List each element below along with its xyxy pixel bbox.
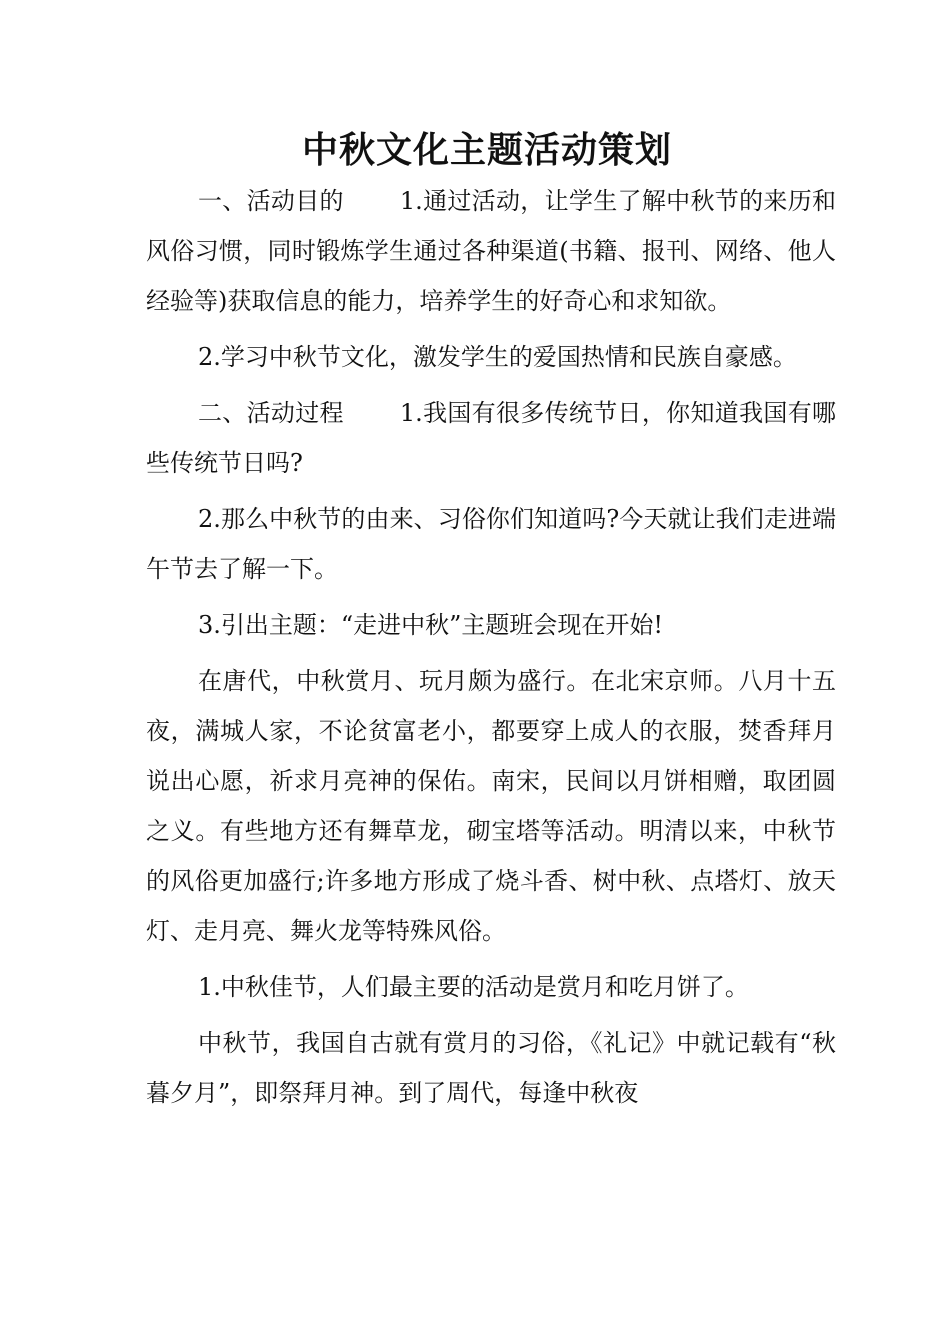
- paragraph-text: 1.通过活动，让学生了解中秋节的来历和风俗习惯，同时锻炼学生通过各种渠道(书籍、报刊、网络、他人经验等)获取信息的能力，培养学生的好奇心和求知欲。: [146, 187, 836, 315]
- paragraph-text: 2.学习中秋节文化，激发学生的爱国热情和民族自豪感。: [198, 343, 797, 371]
- paragraph-text: 2.那么中秋节的由来、习俗你们知道吗?今天就让我们走进端午节去了解一下。: [146, 505, 836, 583]
- paragraph-text: 1.中秋佳节，人们最主要的活动是赏月和吃月饼了。: [198, 973, 749, 1001]
- paragraph-process: [146, 388, 836, 488]
- document-body: [146, 176, 836, 1124]
- paragraph-text: 3.引出主题：“走进中秋”主题班会现在开始!: [198, 611, 664, 639]
- paragraph-process-3: [146, 600, 836, 650]
- section-heading-process: 二、活动过程: [198, 399, 344, 427]
- paragraph-process-2: [146, 494, 836, 594]
- paragraph-text: 1.我国有很多传统节日，你知道我国有哪些传统节日吗?: [146, 399, 836, 477]
- paragraph-text: 中秋节，我国自古就有赏月的习俗，《礼记》中就记载有“秋暮夕月”，即祭拜月神。到了周代，每逢中秋夜: [146, 1029, 836, 1107]
- paragraph-moon-cake: [146, 962, 836, 1012]
- paragraph-purpose: [146, 176, 836, 326]
- paragraph-moon-viewing: [146, 1018, 836, 1118]
- paragraph-purpose-2: [146, 332, 836, 382]
- paragraph-text: 在唐代，中秋赏月、玩月颇为盛行。在北宋京师。八月十五夜，满城人家，不论贫富老小，都要穿上成人的衣服，焚香拜月说出心愿，祈求月亮神的保佑。南宋，民间以月饼相赠，取团圆之义。有些地方还有舞草龙，砌宝塔等活动。明清以来，中秋节的风俗更加盛行;许多地方形成了烧斗香、树中秋、点塔灯、放天灯、走月亮、舞火龙等特殊风俗。: [146, 667, 836, 945]
- document-title: 中秋文化主题活动策划: [301, 129, 672, 171]
- section-heading-purpose: 一、活动目的: [198, 187, 344, 215]
- paragraph-history: [146, 656, 836, 956]
